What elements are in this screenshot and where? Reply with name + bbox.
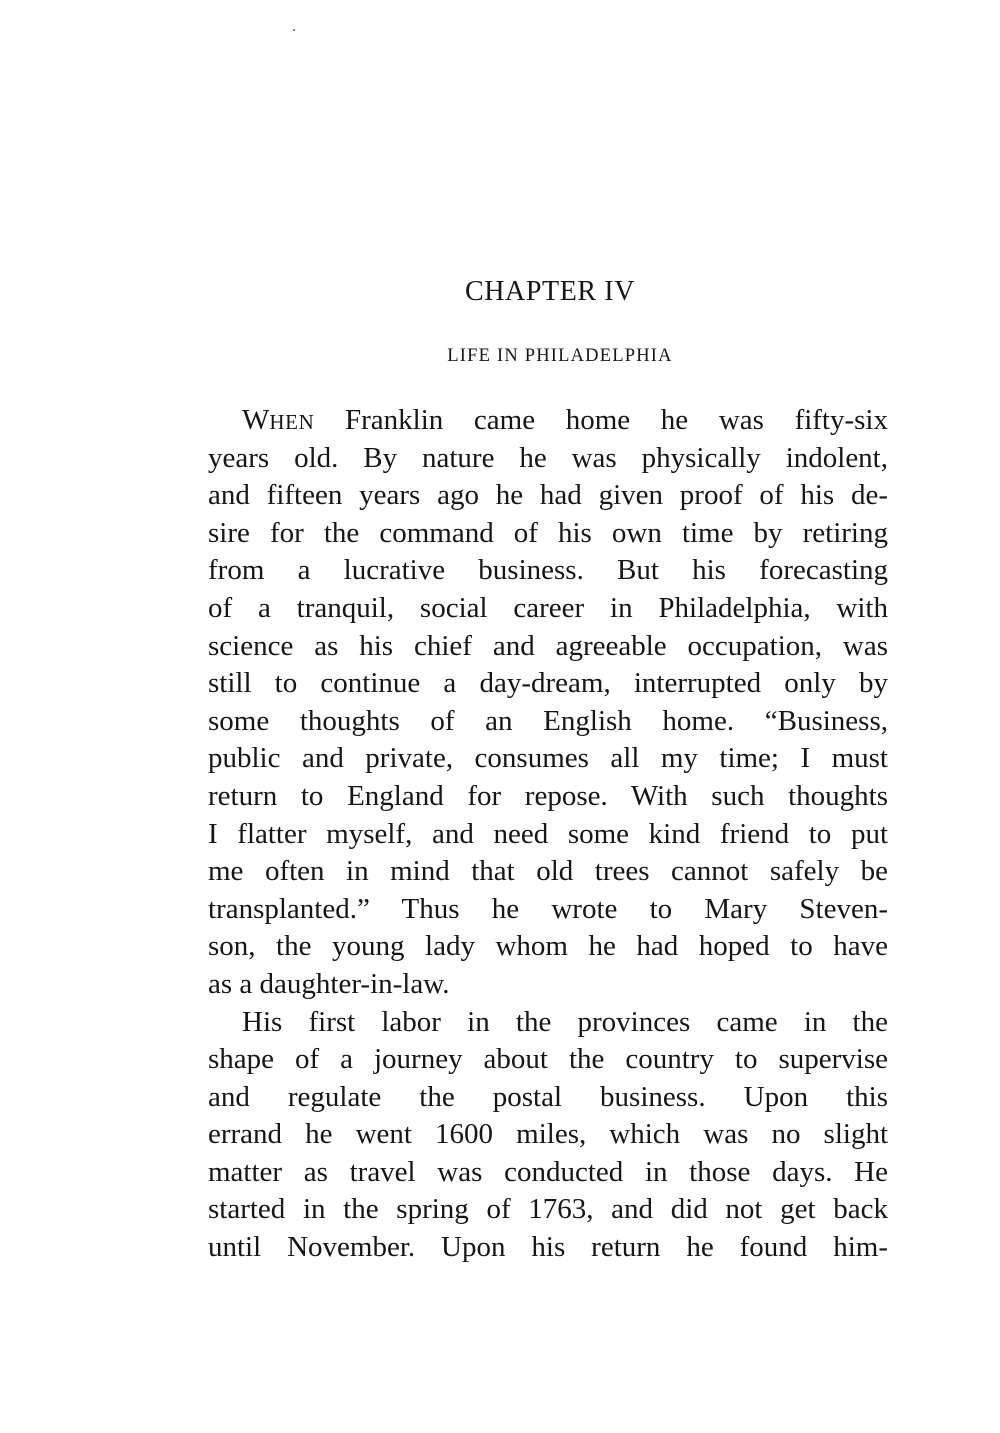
chapter-title: LIFE IN PHILADELPHIA [447,346,673,366]
text-line: sire for the command of his own time by retiring [208,516,888,549]
text-line: science as his chief and agreeable occupation, was [208,629,888,662]
text-line: of a tranquil, social career in Philadelphia, with [208,591,888,624]
text-line: transplanted.” Thus he wrote to Mary Steven- [208,892,888,925]
text-line: from a lucrative business. But his forecasting [208,554,888,587]
text-line: I flatter myself, and need some kind friend to put [208,817,888,850]
text-line [208,402,888,440]
text-line: as a daughter-in-law. [208,967,450,1000]
text-line: until November. Upon his return he found him- [208,1231,888,1264]
text-line: and regulate the postal business. Upon this [208,1080,888,1113]
line-text: Franklin came home he was fifty-six [314,404,888,436]
text-line: return to England for repose. With such thoughts [208,779,888,812]
text-line: years old. By nature he was physically indolent, [208,441,888,474]
text-line: shape of a journey about the country to supervise [208,1043,888,1076]
body-text [208,402,888,1267]
text-line: and fifteen years ago he had given proof of his de- [208,479,888,512]
text-line: son, the young lady whom he had hoped to have [208,930,888,963]
text-line: His first labor in the provinces came in the [242,1005,888,1038]
small-caps-initial: W [242,404,270,436]
chapter-number: CHAPTER IV [464,276,636,307]
text-line: public and private, consumes all my time; I must [208,742,888,775]
text-line: me often in mind that old trees cannot safely be [208,855,888,888]
text-line: started in the spring of 1763, and did not get back [208,1193,888,1226]
print-speck [293,29,295,31]
text-line: still to continue a day-dream, interrupted only by [208,667,888,700]
text-line: matter as travel was conducted in those days. He [208,1155,888,1188]
small-caps-rest: HEN [269,410,315,434]
text-line: errand he went 1600 miles, which was no slight [208,1118,888,1151]
text-line: some thoughts of an English home. “Business, [208,704,888,737]
